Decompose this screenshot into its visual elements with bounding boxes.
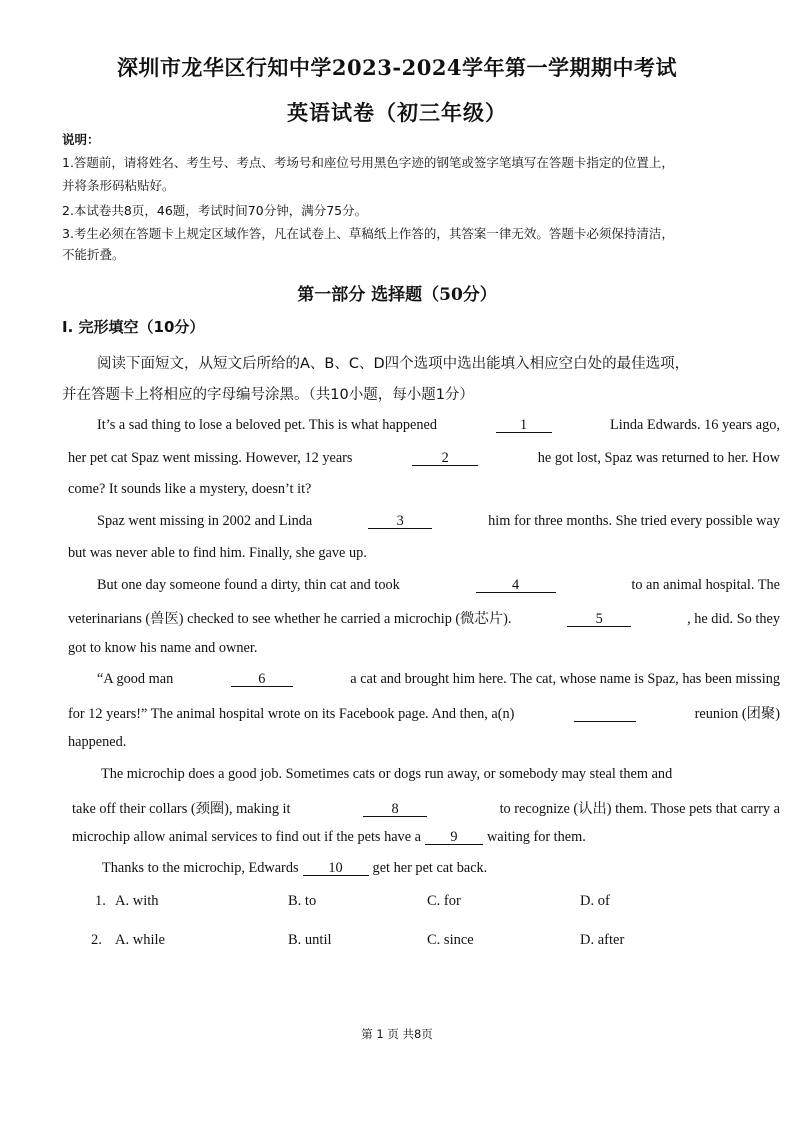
question-number: 2. (91, 932, 102, 948)
exam-subtitle: 英语试卷（初三年级） (287, 100, 507, 125)
passage-text: , he did. So they (687, 611, 780, 627)
section-title: I. 完形填空（10分） (62, 318, 205, 336)
section-instruction-cont: 并在答题卡上将相应的字母编号涂黑。（共10小题，每小题1分） (62, 387, 474, 403)
exam-title: 深圳市龙华区行知中学2023-2024学年第一学期期中考试 (116, 55, 678, 80)
passage-text: But one day someone found a dirty, thin cat and took (97, 577, 400, 593)
passage-line (72, 829, 784, 846)
question-number: 1. (95, 893, 106, 909)
note-item-1: 1.答题前，请将姓名、考生号、考点、考场号和座位号用黑色字迹的钢笔或签字笔填写在答题卡指定的位置上， (62, 155, 674, 170)
option-b[interactable]: B. to (288, 893, 317, 909)
blank-1: 1 (496, 418, 552, 433)
passage-line (97, 513, 780, 530)
option-b[interactable]: B. until (288, 932, 332, 948)
passage-line (68, 734, 780, 751)
passage-text: It’s a sad thing to lose a beloved pet. This is what happened (97, 417, 438, 433)
passage-text: microchip allow animal services to find out if the pets have a (72, 829, 421, 845)
passage-line (68, 640, 780, 657)
passage-text: take off their collars (颈圈), making it (72, 801, 291, 817)
blank-2: 2 (412, 451, 478, 466)
passage-line (68, 545, 780, 562)
blank-4: 4 (476, 578, 556, 593)
passage-text: get her pet cat back. (372, 860, 488, 876)
passage-text: for 12 years!” The animal hospital wrote on its Facebook page. And then, a(n) (68, 706, 515, 722)
note-item-3-cont: 不能折叠。 (62, 247, 125, 262)
option-c[interactable]: C. since (427, 932, 474, 948)
passage-line (68, 450, 780, 467)
passage-line (97, 417, 780, 434)
passage-text: reunion (团聚) (694, 706, 780, 722)
passage-line (97, 577, 780, 594)
passage-text: he got lost, Spaz was returned to her. How (537, 450, 780, 466)
passage-line (68, 481, 780, 498)
passage-text: waiting for them. (486, 829, 586, 845)
passage-text: but was never able to find him. Finally, she gave up. (68, 545, 367, 561)
option-a[interactable]: A. with (115, 893, 159, 909)
passage-text: Spaz went missing in 2002 and Linda (97, 513, 313, 529)
blank-7 (574, 707, 636, 722)
passage-text: to recognize (认出) them. Those pets that carry a (499, 801, 780, 817)
blank-3: 3 (368, 514, 432, 529)
blank-6: 6 (231, 672, 293, 687)
note-item-3: 3.考生必须在答题卡上规定区域作答，凡在试卷上、草稿纸上作答的，其答案一律无效。答题卡必须保持清洁， (62, 226, 674, 241)
passage-line (68, 703, 780, 723)
passage-line (102, 860, 794, 877)
option-c[interactable]: C. for (427, 893, 461, 909)
blank-5: 5 (567, 612, 631, 627)
passage-text: come? It sounds like a mystery, doesn’t it? (68, 481, 312, 497)
passage-line (101, 766, 780, 783)
blank-8: 8 (363, 802, 427, 817)
passage-text: Linda Edwards. 16 years ago, (610, 417, 780, 433)
note-item-1-cont: 并将条形码粘贴好。 (62, 178, 175, 193)
passage-text: Thanks to the microchip, Edwards (102, 860, 299, 876)
passage-text: happened. (68, 734, 127, 750)
blank-10: 10 (303, 861, 369, 876)
passage-text: veterinarians (兽医) checked to see whether he carried a microchip (微芯片). (68, 611, 512, 627)
passage-line (97, 671, 780, 688)
option-a[interactable]: A. while (115, 932, 165, 948)
option-d[interactable]: D. after (580, 932, 625, 948)
option-d[interactable]: D. of (580, 893, 610, 909)
passage-text: got to know his name and owner. (68, 640, 258, 656)
passage-line (68, 608, 780, 628)
section-instruction: 阅读下面短文，从短文后所给的A、B、C、D四个选项中选出能填入相应空白处的最佳选项， (97, 356, 690, 372)
passage-text: him for three months. She tried every possible way (488, 513, 780, 529)
notes-heading: 说明： (62, 132, 100, 147)
passage-text: “A good man (97, 671, 174, 687)
passage-text: The microchip does a good job. Sometimes cats or dogs run away, or somebody may steal them and (101, 766, 673, 782)
passage-text: a cat and brought him here. The cat, whose name is Spaz, has been missing (350, 671, 780, 687)
page-footer: 第 1 页 共8页 (361, 1027, 433, 1041)
passage-text: her pet cat Spaz went missing. However, 12 years (68, 450, 353, 466)
note-item-2: 2.本试卷共8页，46题，考试时间70分钟，满分75分。 (62, 203, 368, 218)
passage-line (72, 798, 780, 818)
part-title: 第一部分 选择题（50分） (297, 285, 497, 305)
blank-9: 9 (425, 830, 483, 845)
passage-text: to an animal hospital. The (631, 577, 780, 593)
